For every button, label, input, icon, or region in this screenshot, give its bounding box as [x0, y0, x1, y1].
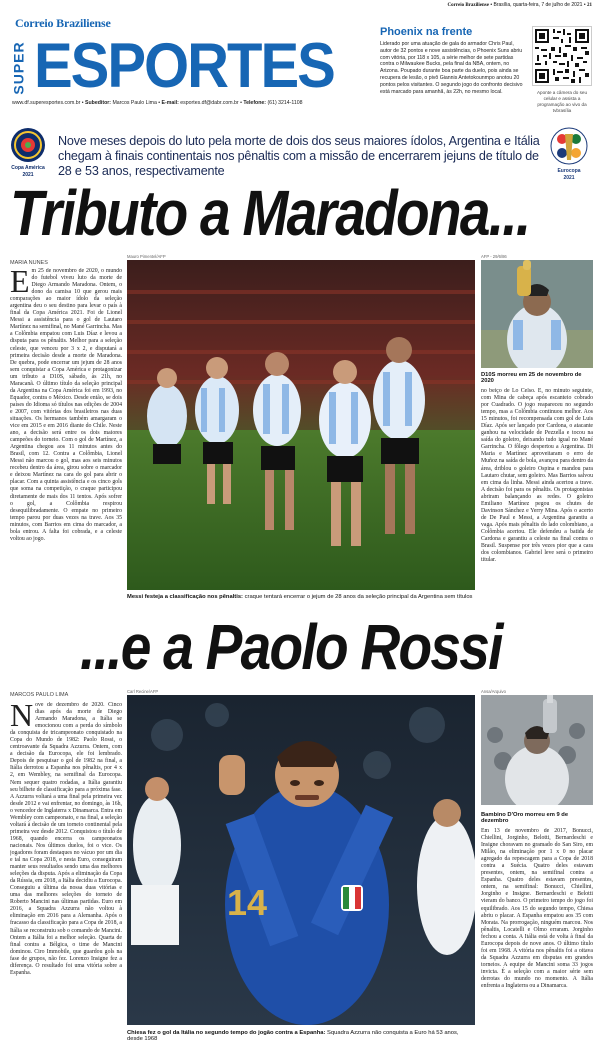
story1-dropcap: E	[10, 268, 30, 299]
newspaper-name: Correio Braziliense	[15, 16, 111, 30]
story2-main-photo	[127, 695, 475, 1025]
section-title: ESPORTES	[34, 31, 334, 102]
story2-byline: MARCOS PAULO LIMA	[10, 692, 69, 698]
story2-dropcap: N	[10, 702, 34, 733]
folio-page: 21	[587, 3, 592, 8]
story1-main-photo	[127, 260, 475, 590]
story1-byline: MARIA NUNES	[10, 260, 48, 266]
copa-label: Copa América	[11, 165, 45, 171]
maradona-trophy-image	[481, 260, 593, 368]
qr-caption: Aponte a câmera do seu celular e assista a programação ao vivo da tvbrasília	[536, 90, 588, 113]
phone-number: (61) 3214-1108	[267, 100, 303, 106]
rossi-caption: Bambino D'Oro morreu em 9 de dezembro	[481, 812, 569, 824]
masthead	[12, 14, 367, 108]
banner-subhead: Nove meses depois do luto pela morte de dois dos seus maiores ídolos, Argentina e Itália chegam à finais continentais nos pênaltis com a missão de encerrarem jejuns de título de 28 e 53 anos, respectivamente	[58, 134, 540, 178]
story1-caption-rest: craque tentará encerrar o jejum de 28 anos da seleção principal da Argentina sem títulos	[244, 594, 473, 600]
story2-body: ove de dezembro de 2020. Cinco dias após da morte de Diego Armando Maradona, a Itália se emocionou com a perda do símbolo da conquista de tricampeonato conquistado na Copa do Mundo de 1982: Paolo Rossi, o centroavante da Squadra Azzurra. Ontem, com a decisão da Eurocopa, ele foi lembrado. Depois de pesquisar o gol de 1982 na final, a Itália derrotou a Espanha nos pênaltis, por 4 x 2, em Wembley, na semifinal da Eurocopa. Nem sequer quatro rodadas, a Itália garantiu seu bilhete de classificação para a próxima fase. A Azzurra voltará a uma final pela primeira vez desde 2012 e vai enfrentar, no domingo, às 16h, o vencedor de Inglaterra x Dinamarca. Entra em Wembley com campeonato, e na final, a seleção voltará à decisão de um torneio continental pela primeira vez desde 2012. Conquistou o título de 1968, quando encerra os campeonatos nacionais. Nos últimos duelos, foi o vice. Os jogadores foram destaques no vácuo por um dia e tal na Copa 2018, e nesta Euro, conseguiram manter seus resultados sendo uma das melhores seleções da disputa. Após a eliminação da Copa da Rússia, em 2018, a Itália decidiu a Eurocopa. Conseguiu a última da nossa duas vitórias e uma das melhores seleções do torneio de Roberto Mancini nas últimas partidas. Euro em 2016, a Squadra Azzurra não voltou à eliminação em 2016 para a Alemanha. Após o fracasso da classificação para a Copa de 2018, a Itália se reconstruiu sob o comando de Mancini. Ontem a Itália foi a melhor seleção. Quarta de final contra a Bélgica, o time de Mancini dominou. Ciro Immobile, que guardou gols na fase de grupos, não fez. Lorenzo Insigne fez a diferença. O resultado foi uma vitória sobre a Espanha.	[10, 702, 122, 976]
folio	[448, 2, 592, 8]
story1-caption	[127, 594, 475, 600]
maradona-photo-credit: AFP - 29/6/86	[481, 254, 507, 259]
copa-america-logo	[8, 126, 48, 182]
story2-photo-credit: Carl Recine/AFP	[127, 689, 159, 694]
jersey-number: 14	[227, 882, 268, 923]
story1-column-right: no beiço de Lo Celso. E, no minuto seguinte, com Mina de cabeça após escanteio cobrado por Cuadrado. O jogo reapareceu no segundo tempo, mas a Colômbia continuou melhor. Aos 15 minutos, foi recompensada com gol de Luis Díaz. Após ser lançado por Cardona, o atacante ganhou na velocidade de Pezzella e tocou na saída do goleiro, deixando tudo igual no Mané Garrincha. O fôlego despertou a Argentina. Di Maria e Martínez aproveitaram o erro de Muñoz na saída de bola, avançou para dentro da área, driblou o goleiro Ospina e mandou para Lautaro chutar, sem goleiro. Mas Barrios salvou em cima da linha. Messi ainda acertou a trave. A decisão foi para os pênaltis. Os protagonistas abriram balançando as redes. O goleiro Emiliano Martínez pegou os chutes de Davinson Sánchez e Yerry Mina. Após o acerto de De Paul e Messi, a Argentina garantiu a vaga. Após mais pênaltis do lado colombiano, a Colômbia acertou. Ele defendeu a batida de Cardona e garantiu a celeste na final contra o Brasil. Suspense por três vezes pior que a cara dos colombianos. Gabriel leve será o primeiro titular.	[481, 388, 593, 564]
rossi-trophy-image	[481, 695, 593, 805]
editor-name: Marcos Paulo Lima	[112, 100, 157, 106]
story2-caption-rest: Squadra Azzurra não conquista a Euro há 53 anos, desde 1968	[127, 1030, 459, 1042]
story2-caption	[127, 1030, 475, 1042]
masthead-credits: www.df.superesportes.com.br • Subeditor: Marcos Paulo Lima • E-mail: esportes.df@dabr.com.br • Telefone: (61) 3214-1108	[12, 100, 303, 106]
super-label: SUPER	[10, 41, 27, 95]
maradona-caption: D10S morreu em 25 de novembro de 2020	[481, 372, 582, 384]
phoenix-title: Phoenix na frente	[380, 26, 473, 38]
top-bar	[0, 0, 600, 10]
story1-body: m 25 de novembro de 2020, o mundo do futebol viveu luto da morte de Diego Armando Maradona. Ontem, o dono da camisa 10 que gerou mais comparações ao maior ídolo da seleção argentina deu o seu destino para levar o país à final da Copa América 2021. Foi de Lionel Messi a assistência para o gol de Lautaro Martínez na semifinal, no Mané Garrincha. Mas a Colômbia empatou com Luis Díaz e levou a disputa para os pênaltis. Melhor para a seleção celeste, que venceu por 3 x 2, e disputará a primeira decisão desde a morte de Maradona. De quebra, pode encerrar um jejum de 28 anos sem conquistar a Copa América e protagonizar um tributo a D10S, sábado, às 21h, no Maracanã. O último título da seleção principal da Argentina na Copa América foi em 1993, no Equador, contra o México. Desde então, se dois países do Idioma só títulos nas edições de 2004 e 2007, com vitórias dos brasileiros nas duas situações. Os hermanos também amargaram o vice em 2015 e em 2016 diante do Chile. Neste ano, a decisão será entre os dois maiores campeões do torneio. Com o gol de Martínez, a Argentina chegou aos 11 minutos antes do Brasil, com 12. Contra a Colômbia, Lionel Messi não marcou o gol, mas aos seis minutos recebeu dentro da área, girou sobre o marcador e deixou Martínez na cara do gol para abrir o placar. Com a quinta assistência e os cinco gols que soma na competição, o craque participou diretamente de mais dos 11 tentos. Após sofrer o gol, a Colômbia respirou desequilibradamente. O empate no primeiro tempo parou por duas vezes na trave. Aos 35 minutos, com Barrios em cima do marcador, a bola entrou. A falta foi cobrada, e a celeste voltou ao jogo.	[10, 268, 122, 542]
qr-code[interactable]	[532, 26, 592, 86]
eurocopa-emblem	[546, 126, 592, 166]
super-label-wrap	[12, 36, 34, 102]
story2-column-right: Em 13 de novembro de 2017, Bonucci, Chiellini, Jorginho, Belotti, Bernardeschi e Insigne choravam no gramado do San Siro, em Milão, na eliminação por 1 x 0 no placar agregado da repescagem para a Copa de 2018 contra a Suécia. Quatro deles estavam presentes, ontem, na semifinal contra a Espanha. Quatro deles estavam presentes, ontem, na semifinal: Bonucci, Chiellini, Jorginho e Insigne. Bernardeschi e Belotti vieram do banco. O primeiro tempo do jogo foi equilibrado. Aos 15 do segundo tempo, Chiesa abriu o placar. A Espanha empatou aos 35 com Morata. Na prorrogação, ninguém marcou. Nos pênaltis, Locatelli e Olmo erraram. Jorginho fechou a conta. A Itália está de volta à final da Eurocopa depois de nove anos. O último título foi em 1968. A vitória nos pênaltis foi a oitava da Squadra Azzurra em disputas em grandes torneios. A equipe de Mancini soma 33 jogos invicta. É a seleção com a maior série sem derrotas do mundo no momento. A Itália enfrenta a Inglaterra ou a Dinamarca.	[481, 828, 593, 990]
phoenix-brief	[380, 26, 525, 95]
maradona-photo	[481, 260, 593, 368]
story2-column-left	[10, 702, 122, 1042]
rossi-photo-credit: Ansa/Arquivo	[481, 689, 506, 694]
story2-caption-bold: Chiesa fez o gol da Itália no segundo tempo do jogão contra a Espanha:	[127, 1030, 326, 1036]
rossi-photo	[481, 695, 593, 805]
folio-date: • Brasília, quarta-feira, 7 de julho de 2021 •	[490, 2, 586, 8]
email-address[interactable]: esportes.df@dabr.com.br	[180, 100, 239, 106]
story1-photo-credit: Mauro Pimentel/AFP	[127, 254, 166, 259]
qr-code-graphic	[533, 27, 591, 85]
euro-label: Eurocopa	[557, 168, 581, 174]
phoenix-text: Liderado por uma atuação de gala do armador Chris Paul, autor de 32 pontos e nove assistências, o Phoenix Suns abriu com vitória, por 118 x 105, a série melhor de sete partidas contra o Milwaukee Bucks, pela final da NBA, ontem, no Arizona. Poupado durante boa parte da duelo, pois ainda se recupera de lesão, o pivô Giannis Antetokounmpo anotou 20 pontos pelos visitantes. O segundo jogo do confronto decisivo está marcado para amanhã, às 22h, no mesmo local.	[380, 41, 523, 95]
chiesa-celebration-image	[127, 695, 475, 1025]
folio-paper: Correio Braziliense	[447, 3, 489, 8]
site-link[interactable]: www.df.superesportes.com.br	[12, 100, 81, 106]
story1-caption-bold: Messi festeja a classificação nos pênaltis:	[127, 594, 243, 600]
story1-column-left	[10, 268, 122, 600]
euro-year: 2021	[563, 175, 575, 181]
editor-label: Subeditor:	[85, 100, 111, 106]
email-label: E-mail:	[161, 100, 179, 106]
argentina-celebration-image	[127, 260, 475, 590]
headline-paolo-rossi: ...e a Paolo Rossi	[80, 611, 502, 683]
phone-label: Telefone:	[243, 100, 266, 106]
copa-year: 2021	[22, 172, 34, 178]
eurocopa-logo	[546, 126, 592, 182]
headline-maradona: Tributo a Maradona...	[10, 177, 530, 249]
